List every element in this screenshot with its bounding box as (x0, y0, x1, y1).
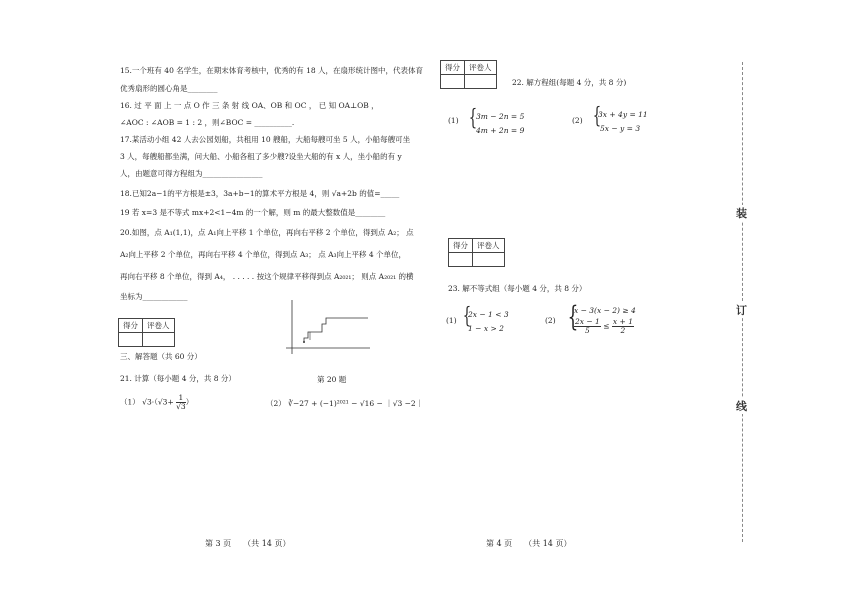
brace: { (462, 304, 472, 329)
q16-line2: ∠AOC : ∠AOB = 1 : 2 ，则∠BOC = __________. (120, 118, 295, 127)
score-box-q23: 得分 评卷人 (448, 238, 505, 267)
page-number-left: 第 3 页 （共 14 页） (205, 539, 291, 548)
q19-line: 19 若 x=3 是不等式 mx+2<1−4m 的一个解，则 m 的最大整数值是________ (120, 208, 386, 217)
section-3-heading: 三、解答题（共 60 分） (120, 352, 202, 361)
figure-caption: 第 20 题 (317, 375, 347, 384)
q17-line2: 3 人，每艘船都坐满，问大船、小船各租了多少艘?设坐大船的有 x 人，坐小船的有 y (120, 152, 402, 161)
score-cell[interactable] (449, 253, 473, 267)
q23-2-ineq1: x − 3(x − 2) ≥ 4 (574, 306, 636, 315)
brace: { (592, 104, 602, 129)
brace: { (468, 106, 478, 131)
q17-line1: 17.某活动小组 42 人去公园划船，共租用 10 艘船，大船每艘可坐 5 人，小船每艘可坐 (120, 135, 411, 144)
score-box-left (118, 318, 175, 347)
score-cell[interactable] (119, 333, 143, 347)
q22-2-label: (2) (572, 116, 583, 125)
q23-2-label: (2) (545, 316, 556, 325)
q23-1-label: (1) (446, 316, 457, 325)
page-number-right: 第 4 页 （共 14 页） (486, 539, 572, 548)
brace: { (567, 300, 579, 333)
q15-line2: 优秀扇形的圆心角是________ (120, 84, 218, 93)
fraction: $\frac{1}{√3}$ (176, 393, 186, 411)
q20-line2: A₂向上平移 2 个单位，再向右平移 4 个单位，得到点 A₃； 点 A₃向上平移 4 个单位， (120, 250, 407, 259)
q20-line1: 20.如图，点 A₁(1,1)，点 A₁向上平移 1 个单位，再向右平移 2 个单位，得到点 A₂； 点 (120, 228, 414, 237)
q23-1-ineq2: 1 − x > 2 (468, 324, 504, 333)
score-box-q22: 得分 评卷人 (440, 60, 497, 89)
q20-figure (282, 296, 372, 358)
q21-heading: 21. 计算（每小题 4 分，共 8 分） (120, 374, 236, 383)
grader-label: 评卷人 (143, 319, 175, 333)
q21-1-label: （1） (120, 397, 140, 407)
q16-line1: 16. 过 平 面 上 一 点 O 作 三 条 射 线 OA、OB 和 OC ， 已 知 OA⊥OB ， (120, 101, 379, 110)
grader-cell[interactable] (473, 253, 505, 267)
score-label: 得分 (119, 319, 143, 333)
binding-char-3: 线 (736, 400, 747, 413)
q15-line1: 15.一个班有 40 名学生，在期末体育考核中，优秀的有 18 人，在扇形统计图中，代表体育 (120, 66, 424, 75)
q21-2-label: （2） (266, 399, 286, 408)
q17-line3: 人，由题意可得方程组为________________ (120, 169, 263, 178)
q20-line3: 再向右平移 8 个单位，得到 A₄， . . . . . 按这个规律平移得到点 A₂₀₂₁； 则点 A₂₀₂₁ 的横 (120, 272, 414, 281)
q21-2-expr: ∛−27 + (−1)²⁰²¹ − √16 − ｜√3 −2｜ (288, 399, 424, 408)
q22-1-eq2: 4m + 2n = 9 (476, 126, 525, 135)
q21-2 (266, 398, 423, 409)
q22-2-eq1: 3x + 4y = 11 (598, 110, 648, 119)
q22-2-eq2: 5x − y = 3 (600, 124, 641, 133)
q22-1-label: (1) (448, 116, 459, 125)
q23-1-ineq1: 2x − 1 < 3 (468, 310, 509, 319)
q22-1-eq1: 3m − 2n = 5 (476, 112, 525, 121)
binding-char-2: 订 (736, 304, 747, 317)
q18-line: 18.已知2a−1的平方根是±3，3a+b−1的算术平方根是 4，则 √a+2b 的值=_____ (120, 189, 400, 198)
grader-cell[interactable] (143, 333, 175, 347)
q22-heading: 22. 解方程组(每题 4 分，共 8 分) (512, 78, 627, 87)
q23-2-ineq2: $\frac{2x - 1}{5}$ ≤ $\frac{x + 1}{2}$ (575, 317, 633, 335)
q20-line4: 坐标为____________ (120, 292, 188, 301)
q21-1: （1） √3·（√3+ $\frac{1}{√3}$ ） (120, 393, 194, 411)
q23-heading: 23. 解不等式组（每小题 4 分，共 8 分） (448, 284, 587, 293)
score-cell[interactable] (441, 75, 465, 89)
binding-char-1: 装 (736, 207, 747, 220)
grader-cell[interactable] (465, 75, 497, 89)
